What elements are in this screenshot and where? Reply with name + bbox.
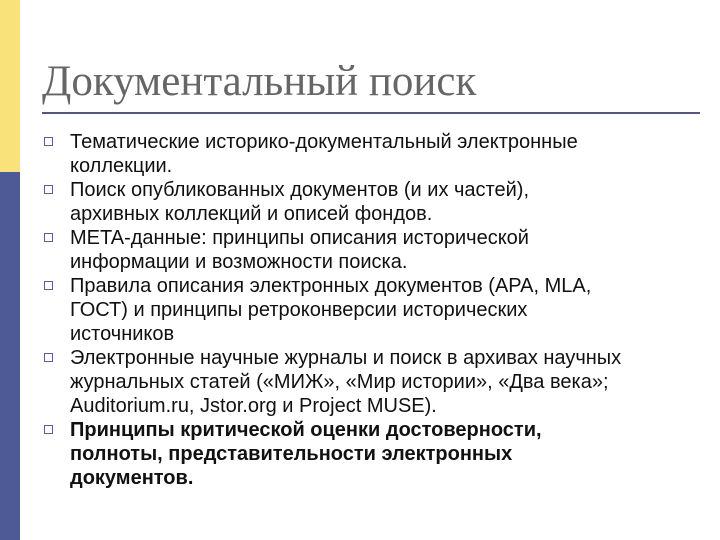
square-bullet-icon	[44, 353, 53, 362]
side-bar-purple	[0, 172, 20, 540]
bullet-line: источников	[70, 323, 175, 345]
bullet-line: коллекции.	[70, 155, 173, 177]
bullet-line: Принципы критической оценки достоверности,	[70, 419, 542, 441]
bullet-item-emphasized	[44, 418, 694, 490]
square-bullet-icon	[44, 233, 53, 242]
title-divider	[42, 112, 700, 114]
bullet-line: документов.	[70, 467, 194, 489]
bullet-item	[44, 226, 694, 274]
bullet-line: информации и возможности поиска.	[70, 251, 408, 273]
square-bullet-icon	[44, 185, 53, 194]
bullet-item	[44, 130, 694, 178]
slide-title: Документальный поиск	[42, 58, 477, 105]
bullet-item	[44, 274, 694, 346]
bullet-item	[44, 346, 694, 418]
bullet-line: Электронные научные журналы и поиск в архивах научных	[70, 347, 622, 369]
square-bullet-icon	[44, 281, 53, 290]
bullet-line: Правила описания электронных документов (APA, MLA,	[70, 275, 592, 297]
bullet-line: Поиск опубликованных документов (и их частей),	[70, 179, 530, 201]
bullet-line: Auditorium.ru, Jstor.org и Project MUSE).	[70, 395, 437, 417]
bullet-line: полноты, представительности электронных	[70, 443, 513, 465]
square-bullet-icon	[44, 137, 53, 146]
square-bullet-icon	[44, 425, 53, 434]
bullet-line: журнальных статей («МИЖ», «Мир истории», «Два века»;	[70, 371, 609, 393]
bullet-list	[44, 130, 694, 490]
bullet-line: ГОСТ) и принципы ретроконверсии исторических	[70, 299, 528, 321]
bullet-line: META-данные: принципы описания исторической	[70, 227, 529, 249]
bullet-line: Тематические историко-документальный электронные	[70, 131, 578, 153]
bullet-item	[44, 178, 694, 226]
bullet-line: архивных коллекций и описей фондов.	[70, 203, 433, 225]
